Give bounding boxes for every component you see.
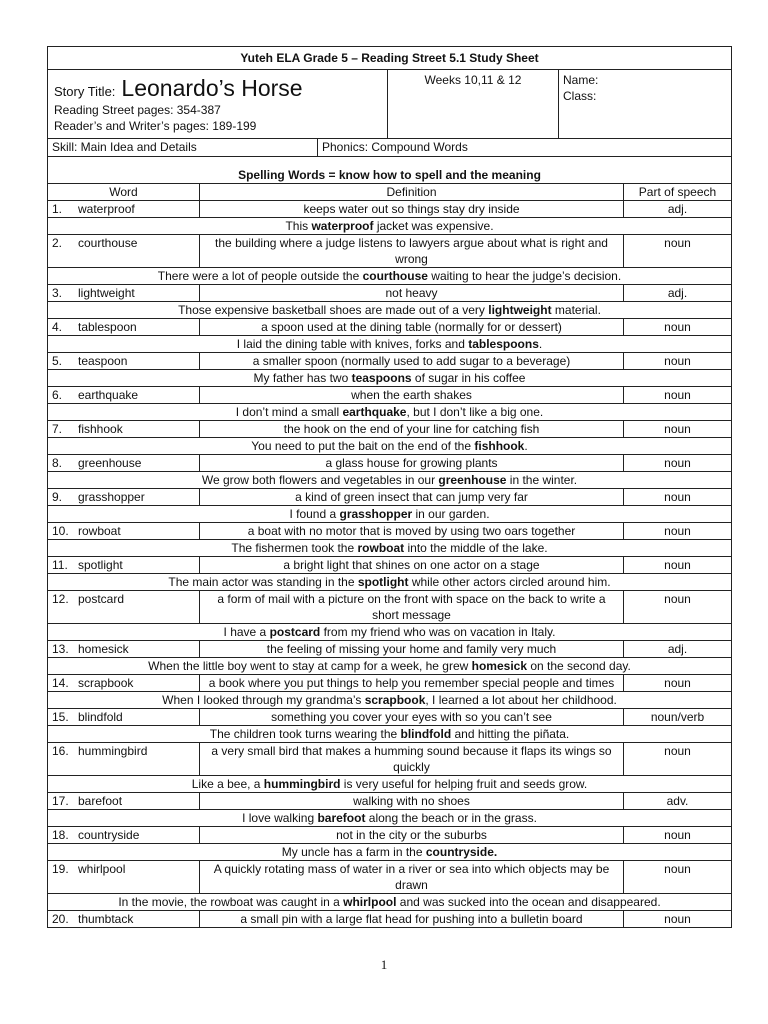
sentence-text: When the little boy went to stay at camp for a week, he grew (148, 659, 472, 673)
sentence-text: , but I don’t like a big one. (406, 405, 544, 419)
word-cell (48, 387, 200, 404)
word-number: 9. (52, 490, 63, 504)
word-row (48, 591, 732, 624)
story-title: Leonardo’s Horse (121, 75, 303, 101)
example-sentence-row (48, 268, 732, 285)
part-of-speech: noun (624, 421, 732, 438)
sentence-text: while other actors circled around him. (408, 575, 611, 589)
word-row (48, 793, 732, 810)
word-number: 2. (52, 236, 63, 250)
example-sentence-row (48, 658, 732, 675)
sentence-text: in the winter. (506, 473, 578, 487)
example-sentence-row (48, 574, 732, 591)
word-cell (48, 861, 200, 894)
sentence-keyword: teaspoons (351, 371, 412, 385)
example-sentence-row (48, 810, 732, 827)
sentence-keyword: tablespoons (468, 337, 539, 351)
sentence-text: Like a bee, a (191, 777, 264, 791)
word-cell (48, 421, 200, 438)
definition: a form of mail with a picture on the front with space on the back to write a short message (200, 591, 624, 624)
definition: a glass house for growing plants (200, 455, 624, 472)
word-row (48, 675, 732, 692)
word-row (48, 557, 732, 574)
definition: the building where a judge listens to lawyers argue about what is right and wrong (200, 235, 624, 268)
part-of-speech: adj. (624, 641, 732, 658)
word-number: 11. (52, 558, 68, 572)
word-cell (48, 489, 200, 506)
word-cell (48, 591, 200, 624)
spelling-table (47, 157, 732, 928)
definition: when the earth shakes (200, 387, 624, 404)
spelling-word: fishhook (78, 422, 123, 436)
word-row (48, 709, 732, 726)
definition: keeps water out so things stay dry inside (200, 201, 624, 218)
spelling-word: countryside (78, 828, 140, 842)
class-label: Class: (563, 89, 597, 103)
sentence-keyword: blindfold (400, 727, 452, 741)
spelling-word: hummingbird (78, 744, 148, 758)
example-sentence-row (48, 726, 732, 743)
spelling-word: grasshopper (78, 490, 145, 504)
example-sentence (48, 776, 732, 793)
column-header-definition: Definition (200, 184, 624, 201)
spelling-heading: Spelling Words = know how to spell and the meaning (48, 157, 732, 184)
example-sentence-row (48, 506, 732, 523)
word-row (48, 285, 732, 302)
example-sentence (48, 894, 732, 911)
sentence-keyword: fishhook (474, 439, 525, 453)
definition: not in the city or the suburbs (200, 827, 624, 844)
definition: a spoon used at the dining table (normally for or dessert) (200, 319, 624, 336)
spelling-word: spotlight (78, 558, 123, 572)
example-sentence-row (48, 404, 732, 421)
sentence-keyword: earthquake (342, 405, 407, 419)
part-of-speech: noun (624, 353, 732, 370)
sentence-text: and hitting the piñata. (451, 727, 570, 741)
word-cell (48, 709, 200, 726)
sentence-keyword: homesick (471, 659, 527, 673)
sentence-text: We grow both flowers and vegetables in our (201, 473, 439, 487)
word-row (48, 641, 732, 658)
word-cell (48, 201, 200, 218)
part-of-speech: noun (624, 455, 732, 472)
spelling-word: thumbtack (78, 912, 134, 926)
part-of-speech: noun (624, 675, 732, 692)
sentence-text: I found a (289, 507, 340, 521)
word-cell (48, 319, 200, 336)
example-sentence (48, 404, 732, 421)
definition: not heavy (200, 285, 624, 302)
word-cell (48, 911, 200, 928)
column-header-word: Word (48, 184, 200, 201)
sentence-keyword: countryside. (425, 845, 498, 859)
sentence-keyword: barefoot (317, 811, 366, 825)
word-number: 1. (52, 202, 63, 216)
word-cell (48, 455, 200, 472)
definition: a small pin with a large flat head for pushing into a bulletin board (200, 911, 624, 928)
sentence-text: There were a lot of people outside the (157, 269, 363, 283)
example-sentence-row (48, 438, 732, 455)
study-sheet (47, 46, 731, 928)
sentence-text: I laid the dining table with knives, forks and (236, 337, 469, 351)
example-sentence (48, 574, 732, 591)
word-number: 3. (52, 286, 63, 300)
example-sentence (48, 726, 732, 743)
word-row (48, 319, 732, 336)
name-class-box[interactable] (559, 70, 732, 139)
part-of-speech: noun (624, 591, 732, 624)
sentence-text: My father has two (253, 371, 352, 385)
sentence-text: I have a (223, 625, 270, 639)
word-number: 17. (52, 794, 69, 808)
part-of-speech: noun (624, 743, 732, 776)
part-of-speech: adj. (624, 201, 732, 218)
sentence-keyword: greenhouse (438, 473, 507, 487)
word-row (48, 827, 732, 844)
spelling-word: teaspoon (78, 354, 128, 368)
sentence-text: material. (551, 303, 601, 317)
part-of-speech: noun/verb (624, 709, 732, 726)
word-row (48, 235, 732, 268)
word-number: 19. (52, 862, 69, 876)
reading-street-pages: Reading Street pages: 354-387 (54, 103, 221, 117)
sentence-keyword: grasshopper (339, 507, 413, 521)
definition: something you cover your eyes with so you can’t see (200, 709, 624, 726)
word-row (48, 387, 732, 404)
page-number: 1 (380, 957, 388, 972)
weeks: Weeks 10,11 & 12 (388, 70, 559, 139)
example-sentence-row (48, 776, 732, 793)
definition: the hook on the end of your line for catching fish (200, 421, 624, 438)
example-sentence (48, 692, 732, 709)
sentence-keyword: rowboat (357, 541, 405, 555)
sentence-text: and was sucked into the ocean and disappeared. (396, 895, 661, 909)
example-sentence-row (48, 540, 732, 557)
spelling-word: postcard (78, 592, 125, 606)
spelling-word: rowboat (78, 524, 121, 538)
word-number: 12. (52, 592, 69, 606)
example-sentence-row (48, 844, 732, 861)
sentence-text: into the middle of the lake. (404, 541, 548, 555)
word-cell (48, 743, 200, 776)
skill: Skill: Main Idea and Details (48, 139, 318, 157)
sentence-text: I don’t mind a small (235, 405, 343, 419)
word-number: 16. (52, 744, 69, 758)
sentence-text: Those expensive basketball shoes are made out of a very (178, 303, 489, 317)
part-of-speech: noun (624, 235, 732, 268)
example-sentence-row (48, 336, 732, 353)
example-sentence (48, 218, 732, 235)
column-header-part-of-speech: Part of speech (624, 184, 732, 201)
definition: a boat with no motor that is moved by using two oars together (200, 523, 624, 540)
word-number: 7. (52, 422, 63, 436)
word-number: 18. (52, 828, 69, 842)
part-of-speech: noun (624, 911, 732, 928)
word-row (48, 489, 732, 506)
part-of-speech: adv. (624, 793, 732, 810)
example-sentence-row (48, 302, 732, 319)
spelling-word: whirlpool (78, 862, 126, 876)
sentence-text: , I learned a lot about her childhood. (425, 693, 617, 707)
word-number: 8. (52, 456, 63, 470)
spelling-word: greenhouse (78, 456, 142, 470)
sentence-text: in our garden. (412, 507, 490, 521)
sentence-text: This (285, 219, 312, 233)
sentence-text: from my friend who was on vacation in Italy. (320, 625, 556, 639)
sentence-text: The fishermen took the (231, 541, 358, 555)
phonics: Phonics: Compound Words (318, 139, 732, 157)
sentence-text: waiting to hear the judge’s decision. (427, 269, 622, 283)
spelling-word: barefoot (78, 794, 123, 808)
definition: a bright light that shines on one actor on a stage (200, 557, 624, 574)
sentence-text: In the movie, the rowboat was caught in a (118, 895, 344, 909)
story-info (48, 70, 388, 139)
sentence-keyword: courthouse (362, 269, 428, 283)
example-sentence (48, 540, 732, 557)
example-sentence (48, 810, 732, 827)
example-sentence-row (48, 370, 732, 387)
example-sentence (48, 268, 732, 285)
sentence-text: The main actor was standing in the (168, 575, 358, 589)
sentence-text: My uncle has a farm in the (281, 845, 426, 859)
example-sentence (48, 624, 732, 641)
spelling-word: tablespoon (78, 320, 137, 334)
example-sentence-row (48, 218, 732, 235)
example-sentence-row (48, 894, 732, 911)
word-row (48, 523, 732, 540)
spelling-word: scrapbook (78, 676, 134, 690)
spelling-word: earthquake (78, 388, 139, 402)
name-label: Name: (563, 73, 599, 87)
example-sentence (48, 472, 732, 489)
sentence-text: jacket was expensive. (373, 219, 494, 233)
part-of-speech: noun (624, 523, 732, 540)
word-row (48, 911, 732, 928)
example-sentence-row (48, 692, 732, 709)
word-number: 20. (52, 912, 69, 926)
word-row (48, 743, 732, 776)
readers-writers-pages: Reader’s and Writer’s pages: 189-199 (54, 119, 257, 133)
word-cell (48, 557, 200, 574)
part-of-speech: adj. (624, 285, 732, 302)
word-number: 6. (52, 388, 63, 402)
definition: a smaller spoon (normally used to add sugar to a beverage) (200, 353, 624, 370)
part-of-speech: noun (624, 489, 732, 506)
definition: walking with no shoes (200, 793, 624, 810)
spelling-word: waterproof (78, 202, 135, 216)
word-number: 10. (52, 524, 69, 538)
header-table (47, 46, 732, 157)
definition: a very small bird that makes a humming sound because it flaps its wings so quickly (200, 743, 624, 776)
word-number: 4. (52, 320, 63, 334)
word-cell (48, 353, 200, 370)
definition: A quickly rotating mass of water in a river or sea into which objects may be drawn (200, 861, 624, 894)
word-number: 15. (52, 710, 69, 724)
spelling-word: homesick (78, 642, 129, 656)
word-row (48, 861, 732, 894)
example-sentence (48, 844, 732, 861)
sentence-keyword: postcard (269, 625, 321, 639)
definition: a book where you put things to help you remember special people and times (200, 675, 624, 692)
sentence-keyword: lightweight (488, 303, 552, 317)
sentence-keyword: hummingbird (263, 777, 341, 791)
spelling-word: blindfold (78, 710, 123, 724)
example-sentence (48, 302, 732, 319)
word-cell (48, 285, 200, 302)
word-cell (48, 235, 200, 268)
example-sentence-row (48, 472, 732, 489)
sheet-title: Yuteh ELA Grade 5 – Reading Street 5.1 Study Sheet (48, 47, 732, 70)
sentence-text: is very useful for helping fruit and seeds grow. (340, 777, 588, 791)
word-row (48, 353, 732, 370)
word-cell (48, 675, 200, 692)
example-sentence (48, 506, 732, 523)
example-sentence (48, 658, 732, 675)
story-title-label: Story Title: (54, 84, 116, 99)
sentence-text: The children took turns wearing the (209, 727, 401, 741)
part-of-speech: noun (624, 557, 732, 574)
sentence-keyword: scrapbook (364, 693, 426, 707)
word-number: 5. (52, 354, 63, 368)
word-row (48, 421, 732, 438)
word-number: 14. (52, 676, 69, 690)
spelling-word: courthouse (78, 236, 138, 250)
part-of-speech: noun (624, 387, 732, 404)
definition: the feeling of missing your home and family very much (200, 641, 624, 658)
sentence-text: You need to put the bait on the end of the (251, 439, 475, 453)
definition: a kind of green insect that can jump very far (200, 489, 624, 506)
sentence-keyword: spotlight (357, 575, 409, 589)
sentence-keyword: waterproof (311, 219, 374, 233)
example-sentence (48, 336, 732, 353)
word-cell (48, 827, 200, 844)
word-row (48, 201, 732, 218)
part-of-speech: noun (624, 861, 732, 894)
example-sentence (48, 438, 732, 455)
sentence-text: When I looked through my grandma’s (162, 693, 365, 707)
word-cell (48, 641, 200, 658)
example-sentence (48, 370, 732, 387)
sentence-text: of sugar in his coffee (411, 371, 526, 385)
example-sentence-row (48, 624, 732, 641)
sentence-text: . (524, 439, 528, 453)
part-of-speech: noun (624, 319, 732, 336)
word-row (48, 455, 732, 472)
sentence-text: along the beach or in the grass. (365, 811, 537, 825)
sentence-text: I love walking (242, 811, 318, 825)
sentence-text: on the second day. (527, 659, 631, 673)
word-cell (48, 523, 200, 540)
part-of-speech: noun (624, 827, 732, 844)
sentence-keyword: whirlpool (343, 895, 397, 909)
sentence-text: . (538, 337, 543, 351)
spelling-word: lightweight (78, 286, 135, 300)
word-number: 13. (52, 642, 69, 656)
word-cell (48, 793, 200, 810)
